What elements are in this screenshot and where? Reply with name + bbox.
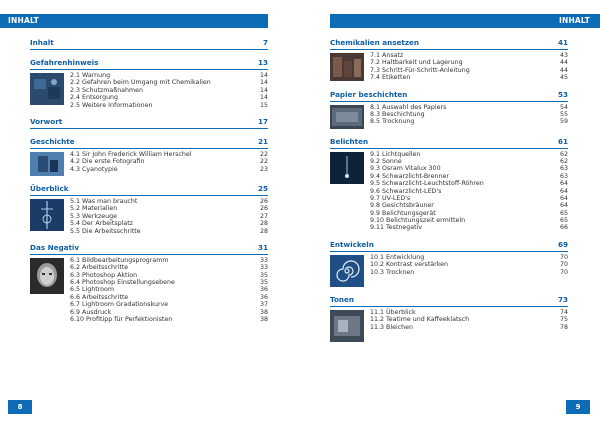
toc-entry[interactable]: 2.3 Schutzmaßnahmen 14 <box>70 86 268 94</box>
toc-entry[interactable]: 5.2 Materialien 26 <box>70 205 268 213</box>
toc-entry[interactable]: 9.8 Gesichtsbräuner 64 <box>370 202 568 210</box>
toc-entry[interactable]: 6.5 Lightroom 36 <box>70 286 268 294</box>
toc-section-entwickeln[interactable] <box>330 240 568 287</box>
toc-entry[interactable]: 2.4 Entsorgung 14 <box>70 94 268 102</box>
toc-entry[interactable]: 8.3 Beschichtung 55 <box>370 110 568 118</box>
toc-section-papier[interactable] <box>330 90 568 129</box>
toc-entry[interactable]: 2.2 Gefahren beim Umgang mit Chemikalien 14 <box>70 79 268 87</box>
section-title: Vorwort <box>30 116 63 126</box>
toc-entry[interactable]: 6.2 Arbeitsschritte 33 <box>70 264 268 272</box>
toc-section-tonen[interactable] <box>330 295 568 342</box>
section-page: 17 <box>257 116 268 126</box>
section-title: Inhalt <box>30 38 54 47</box>
right-toc <box>330 38 568 350</box>
toc-entry[interactable]: 5.5 Die Arbeitsschritte 28 <box>70 227 268 235</box>
left-toc <box>30 38 268 331</box>
negative-portrait-thumbnail <box>30 258 64 294</box>
toc-section-vorwort[interactable] <box>30 117 268 129</box>
toc-entry[interactable]: 6.3 Photoshop Aktion 35 <box>70 271 268 279</box>
toc-section-belichten[interactable] <box>330 137 568 232</box>
section-page: 31 <box>257 242 268 252</box>
toc-entry[interactable]: 7.1 Ansatz 43 <box>370 52 568 59</box>
toc-entry[interactable]: 10.3 Trocknen 70 <box>370 268 568 276</box>
paper-thumbnail <box>330 105 364 129</box>
left-header-title: INHALT <box>8 16 40 25</box>
section-title: Papier beschichten <box>330 89 408 99</box>
section-title: Belichten <box>330 136 369 146</box>
section-page: 53 <box>557 89 568 99</box>
overview-thumbnail <box>30 199 64 231</box>
toc-entry[interactable]: 4.1 Sir John Frederick William Herschel 22 <box>70 150 268 158</box>
section-title: Entwickeln <box>330 239 374 249</box>
section-page: 25 <box>257 183 268 193</box>
right-page-number: 9 <box>566 400 590 414</box>
hazard-thumbnail <box>30 73 64 105</box>
toc-section-ueberblick[interactable] <box>30 184 268 235</box>
chemicals-thumbnail <box>330 53 364 81</box>
toc-entry[interactable]: 8.1 Auswahl des Papiers 54 <box>370 103 568 111</box>
toc-entry[interactable]: 9.9 Belichtungsgerät 65 <box>370 209 568 217</box>
toc-entry[interactable]: 6.4 Photoshop Einstellungsebene 35 <box>70 279 268 287</box>
toc-entry[interactable]: 9.2 Sonne 62 <box>370 157 568 165</box>
toc-entry[interactable]: 4.3 Cyanotypie 23 <box>70 165 268 173</box>
develop-spiral-thumbnail <box>330 255 364 287</box>
toc-entry[interactable]: 10.2 Kontrast verstärken 70 <box>370 261 568 269</box>
exposure-thumbnail <box>330 152 364 184</box>
toc-entry[interactable]: 9.7 UV-LED's 64 <box>370 194 568 202</box>
section-page: 41 <box>557 38 568 47</box>
toc-entry[interactable]: 2.1 Warnung 14 <box>70 72 268 79</box>
toc-entry[interactable]: 6.10 Profitipp für Perfektionisten 38 <box>70 316 268 324</box>
toc-entry[interactable]: 9.4 Schwarzlicht-Brenner 63 <box>370 172 568 180</box>
section-page: 7 <box>262 38 268 47</box>
toc-entry[interactable]: 6.7 Lightroom Gradationskurve 37 <box>70 301 268 309</box>
section-page: 61 <box>557 136 568 146</box>
section-title: Gefahrenhinweis <box>30 58 99 67</box>
toc-entry[interactable]: 9.6 Schwarzlicht-LED's 64 <box>370 187 568 195</box>
left-header-bar <box>0 14 268 28</box>
right-header-title: INHALT <box>558 16 590 25</box>
toc-section-inhalt[interactable] <box>30 38 268 50</box>
toc-entry[interactable]: 9.10 Belichtungszeit ermitteln 65 <box>370 217 568 225</box>
toc-entry[interactable]: 6.1 Bildbearbeitungsprogramm 33 <box>70 256 268 264</box>
toc-entry[interactable]: 5.1 Was man braucht 26 <box>70 197 268 205</box>
toc-entry[interactable]: 9.5 Schwarzlicht-Leuchtstoff-Röhren 64 <box>370 180 568 188</box>
section-title: Überblick <box>30 183 69 193</box>
toc-entry[interactable]: 10.1 Entwicklung 70 <box>370 253 568 261</box>
toc-entry[interactable]: 9.3 Osram Vitalux 300 63 <box>370 165 568 173</box>
toc-entry[interactable]: 11.3 Bleichen 78 <box>370 323 568 331</box>
right-page <box>300 0 600 426</box>
left-page-number: 8 <box>8 400 32 414</box>
right-header-bar <box>330 14 600 28</box>
toc-section-gefahrenhinweis[interactable] <box>30 58 268 109</box>
section-title: Das Negativ <box>30 242 80 252</box>
section-page: 73 <box>557 294 568 304</box>
toc-entry[interactable]: 8.5 Trocknung 59 <box>370 118 568 126</box>
toc-entry[interactable]: 7.4 Etiketten 45 <box>370 74 568 82</box>
toc-entry[interactable]: 11.1 Überblick 74 <box>370 308 568 316</box>
toc-entry[interactable]: 5.4 Der Arbeitsplatz 28 <box>70 220 268 228</box>
toc-entry[interactable]: 7.2 Haltbarkeit und Lagerung 44 <box>370 59 568 67</box>
history-thumbnail <box>30 152 64 176</box>
toc-entry[interactable]: 6.6 Arbeitsschritte 36 <box>70 293 268 301</box>
section-page: 13 <box>257 58 268 67</box>
toc-entry[interactable]: 9.11 Testnegativ 66 <box>370 224 568 232</box>
section-title: Geschichte <box>30 136 75 146</box>
section-title: Chemikalien ansetzen <box>330 38 420 47</box>
toc-section-geschichte[interactable] <box>30 137 268 176</box>
toning-thumbnail <box>330 310 364 342</box>
toc-entry[interactable]: 6.9 Ausdruck 38 <box>70 308 268 316</box>
toc-entry[interactable]: 4.2 Die erste Fotografin 22 <box>70 158 268 166</box>
toc-entry[interactable]: 5.3 Werkzeuge 27 <box>70 212 268 220</box>
section-title: Tonen <box>330 294 354 304</box>
section-page: 21 <box>257 136 268 146</box>
toc-entry[interactable]: 2.5 Weitere Informationen 15 <box>70 101 268 109</box>
toc-entry[interactable]: 7.3 Schritt-Für-Schritt-Anleitung 44 <box>370 66 568 74</box>
section-page: 69 <box>557 239 568 249</box>
toc-section-negativ[interactable] <box>30 243 268 324</box>
toc-section-chemikalien[interactable] <box>330 38 568 82</box>
toc-entry[interactable]: 11.2 Teatime und Kaffeeklatsch 75 <box>370 316 568 324</box>
toc-entry[interactable]: 9.1 Lichtquellen 62 <box>370 150 568 158</box>
